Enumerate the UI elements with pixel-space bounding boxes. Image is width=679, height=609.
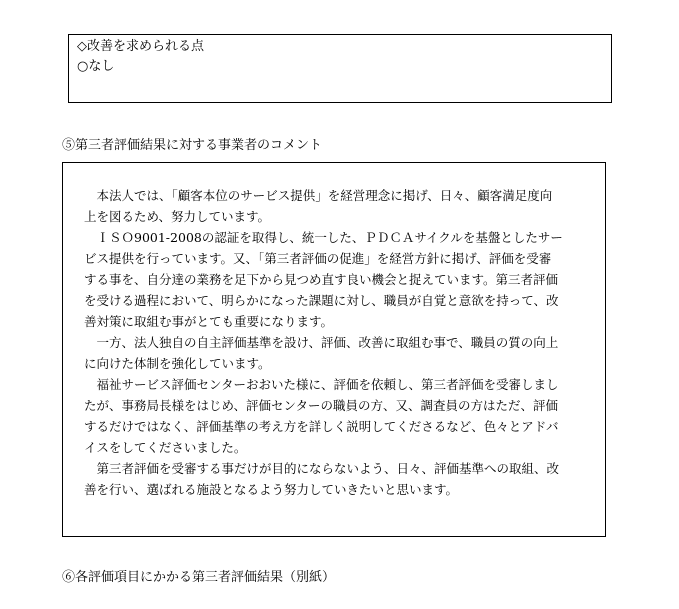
- comment-line: するだけではなく、評価基準の考え方を詳しく説明してくださるなど、色々とアドバ: [84, 419, 559, 434]
- comment-line: を受ける過程において、明らかになった課題に対し、職員が自覚と意欲を持って、改: [84, 293, 559, 308]
- comment-line: に向けた体制を強化しています。: [84, 356, 271, 371]
- comment-line: する事を、自分達の業務を足下から見つめ直す良い機会と捉えています。第三者評価: [84, 272, 559, 287]
- comment-line: 上を図るため、努力しています。: [84, 209, 271, 224]
- comment-line: ビス提供を行っています。又、「第三者評価の促進」を経営方針に掲げ、評価を受審: [84, 251, 552, 266]
- section5-heading: ⑤第三者評価結果に対する事業者のコメント: [62, 138, 323, 153]
- comment-line: 第三者評価を受審する事だけが目的にならないよう、日々、評価基準への取組、改: [84, 461, 560, 476]
- comment-line: ＩＳＯ9001-2008の認証を取得し、統一した、ＰＤＣＡサイクルを基盤としたサー: [84, 230, 563, 245]
- improvement-body: ○なし: [77, 59, 115, 74]
- comment-line: 福祉サービス評価センターおおいた様に、評価を依頼し、第三者評価を受審しまし: [84, 377, 559, 392]
- comment-line: イスをしてくださいました。: [84, 440, 247, 455]
- comment-line: 善を行い、選ばれる施設となるよう努力していきたいと思います。: [84, 482, 459, 497]
- comment-line: 善対策に取組む事がとても重要になります。: [84, 314, 334, 329]
- section6-heading: ⑥各評価項目にかかる第三者評価結果（別紙）: [62, 570, 336, 585]
- comment-box: [62, 162, 606, 537]
- improvement-box: [68, 34, 612, 103]
- comment-line: 本法人では、「顧客本位のサービス提供」を経営理念に掲げ、日々、顧客満足度向: [84, 188, 553, 203]
- comment-line: たが、事務局長様をはじめ、評価センターの職員の方、又、調査員の方はただ、評価: [84, 398, 559, 413]
- improvement-title: ◇改善を求められる点: [77, 39, 204, 54]
- comment-line: 一方、法人独自の自主評価基準を設け、評価、改善に取組む事で、職員の質の向上: [84, 335, 559, 350]
